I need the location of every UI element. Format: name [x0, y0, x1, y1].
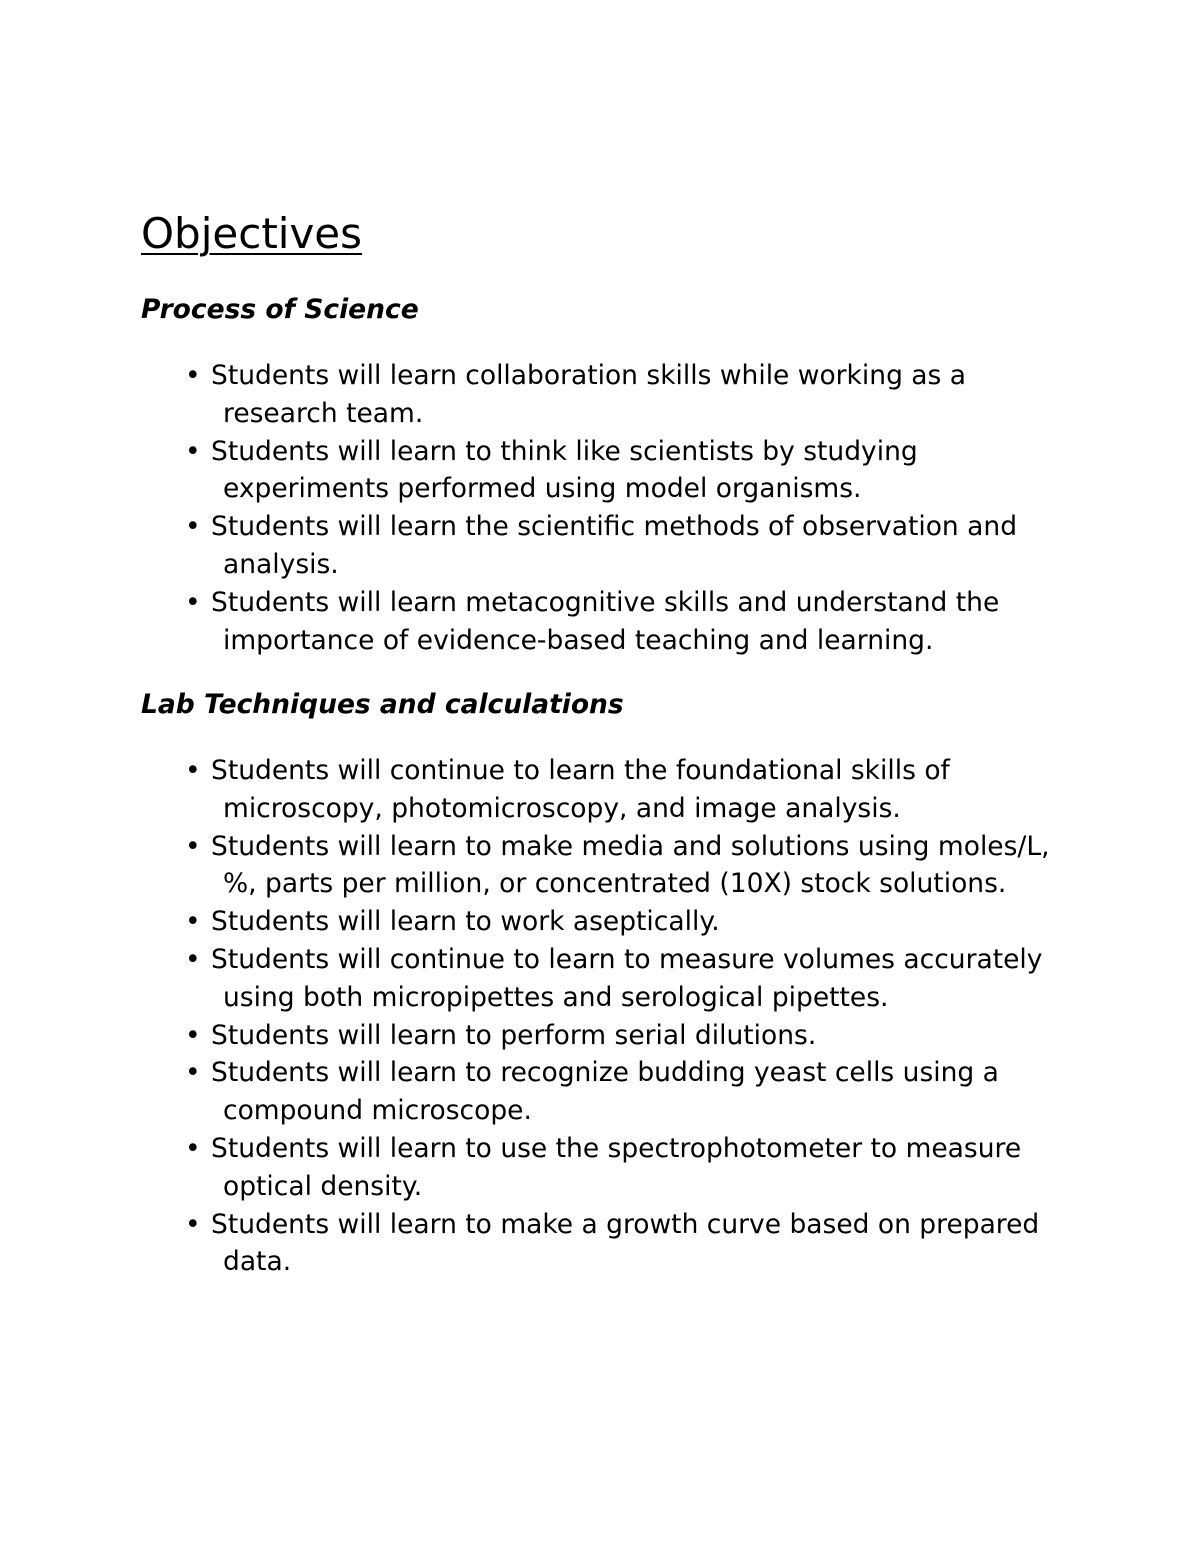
list-item-text: Students will learn collaboration skills while working as a research team.: [211, 360, 967, 429]
list-item: [0, 941, 1083, 1017]
bullet-icon: •: [185, 1208, 201, 1240]
list-item-text: Students will learn to recognize budding yeast cells using a compound microscope.: [211, 1057, 999, 1127]
list-item: [0, 584, 1083, 660]
page-title: Objectives: [141, 209, 363, 258]
list-item: [0, 828, 1083, 904]
process-of-science-list: [0, 357, 1200, 659]
list-item: [0, 752, 1083, 828]
bullet-icon: •: [185, 755, 201, 786]
list-item-text: Students will learn to make a growth curve based on prepared data.: [211, 1208, 1040, 1278]
list-item-text: Students will learn to work aseptically.: [211, 906, 720, 938]
list-item: [0, 508, 1083, 584]
bullet-icon: •: [185, 586, 201, 618]
list-item-text: Students will learn to make media and solutions using moles/L, %, parts per million, or concentrated (10X) stock solutions.: [211, 830, 1050, 900]
list-item-text: Students will learn to use the spectrophotometer to measure optical density.: [211, 1132, 1022, 1202]
list-item: [0, 433, 1083, 509]
section-heading-lab-techniques: Lab Techniques and calculations: [141, 689, 624, 720]
bullet-icon: •: [185, 830, 201, 862]
bullet-icon: •: [185, 1019, 201, 1051]
list-item: [0, 903, 1083, 941]
section-heading-process-of-science: Process of Science: [141, 294, 419, 325]
bullet-icon: •: [185, 360, 201, 391]
list-item: [0, 1130, 1083, 1206]
list-item: [0, 1017, 1083, 1055]
list-item: [0, 357, 1083, 433]
list-item: [0, 1054, 1083, 1130]
list-item-text: Students will learn metacognitive skills and understand the importance of evidence-based teaching and learning.: [211, 586, 1000, 656]
bullet-icon: •: [185, 1132, 201, 1164]
list-item-text: Students will learn the scientific methods of observation and analysis.: [211, 511, 1018, 580]
list-item-text: Students will continue to learn the foundational skills of microscopy, photomicroscopy, and image analysis.: [211, 755, 950, 824]
bullet-icon: •: [185, 906, 201, 938]
bullet-icon: •: [185, 511, 201, 543]
list-item: [0, 1206, 1083, 1282]
bullet-icon: •: [185, 435, 201, 467]
list-item-text: Students will learn to perform serial dilutions.: [211, 1019, 817, 1051]
lab-techniques-list: [0, 752, 1200, 1281]
bullet-icon: •: [185, 943, 201, 975]
list-item-text: Students will continue to learn to measure volumes accurately using both micropipettes and serological pipettes.: [211, 943, 1043, 1013]
list-item-text: Students will learn to think like scientists by studying experiments performed using model organisms.: [211, 435, 918, 505]
bullet-icon: •: [185, 1057, 201, 1089]
